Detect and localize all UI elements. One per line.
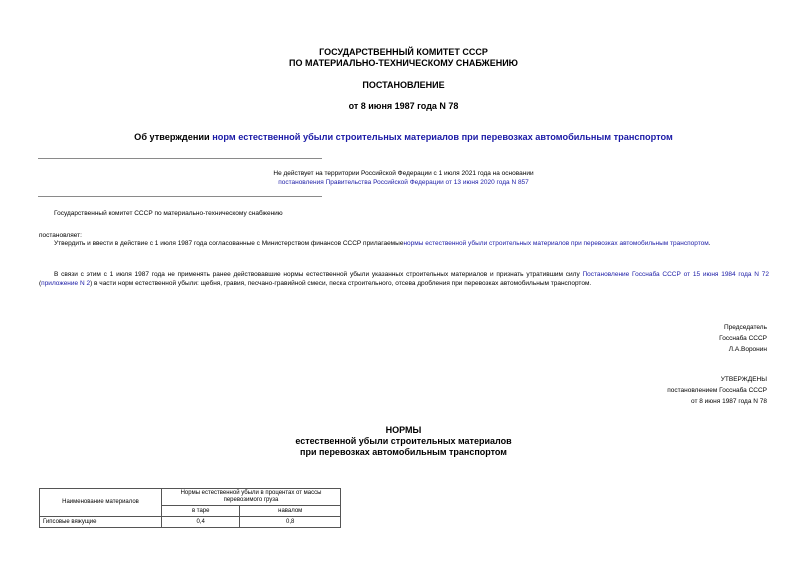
approved-by: постановлением Госснаба СССР <box>667 387 767 394</box>
committee-name-line1: ГОСУДАРСТВЕННЫЙ КОМИТЕТ СССР <box>319 47 488 57</box>
document-date-number: от 8 июня 1987 года N 78 <box>348 101 459 111</box>
divider-bottom <box>38 196 322 197</box>
signature-name: Л.А.Воронин <box>728 346 767 353</box>
table-cell-material: Гипсовые вяжущие <box>40 517 162 528</box>
title-prefix: Об утверждении <box>134 132 213 142</box>
norms-heading: НОРМЫ <box>385 425 422 435</box>
p4-text: В связи с этим с 1 июля 1987 года не применять ранее действовавшие нормы естественной убыли указанных строительных материалов и признать утратившим силу <box>54 271 583 278</box>
approved-date: от 8 июня 1987 года N 78 <box>690 398 767 405</box>
p4-paren-open: ( <box>39 280 42 287</box>
p3-norms-link[interactable]: нормы естественной убыли строительных материалов при перевозках автомобильным транспортом <box>403 240 709 247</box>
approved-label: УТВЕРЖДЕНЫ <box>720 376 767 383</box>
norms-subheading-1: естественной убыли строительных материалов <box>295 436 512 446</box>
table-subheader-bulk: навалом <box>240 506 341 517</box>
title-link[interactable]: норм естественной убыли строительных материалов при перевозках автомобильным транспортом <box>212 132 673 142</box>
document-type: ПОСТАНОВЛЕНИЕ <box>362 80 445 90</box>
divider-top <box>38 158 322 159</box>
table-cell-tare: 0,4 <box>162 517 240 528</box>
p3-end: . <box>708 240 711 247</box>
table-header-material: Наименование материалов <box>40 489 162 517</box>
body-paragraph-3 <box>39 239 769 248</box>
signature-role: Председатель <box>723 324 767 331</box>
signature-block <box>500 322 767 355</box>
table-row <box>40 517 341 528</box>
p4-appendix-link[interactable]: приложение N 2 <box>41 280 91 287</box>
status-notice <box>0 169 807 187</box>
norms-subheading-2: при перевозках автомобильным транспортом <box>300 447 507 457</box>
status-link[interactable]: постановления Правительства Российской Федерации от 13 июня 2020 года N 857 <box>278 179 529 186</box>
signature-org: Госснаба СССР <box>719 335 767 342</box>
body-paragraph-1: Государственный комитет СССР по материально-техническому снабжению <box>54 210 283 217</box>
committee-name-line2: ПО МАТЕРИАЛЬНО-ТЕХНИЧЕСКОМУ СНАБЖЕНИЮ <box>289 58 518 68</box>
table-cell-bulk: 0,8 <box>240 517 341 528</box>
p4-resolution-link[interactable]: Постановление Госснаба СССР от 15 июня 1984 года N 72 <box>582 271 769 278</box>
p4-rest: ) в части норм естественной убыли: щебня, гравия, песчано-гравийной смеси, песка строительного, отсева дробления при перевозках автомобильным транспортом. <box>90 280 592 287</box>
table-header-norms: Нормы естественной убыли в процентах от массы перевозимого груза <box>162 489 341 506</box>
table-subheader-tare: в таре <box>162 506 240 517</box>
document-title <box>0 132 807 143</box>
p3-text: Утвердить и ввести в действие с 1 июля 1987 года согласованные с Министерством финансов СССР прилагаемые <box>54 240 404 247</box>
norms-table <box>39 488 341 528</box>
body-paragraph-2: постановляет: <box>39 232 82 239</box>
status-text: Не действует на территории Российской Федерации с 1 июля 2021 года на основании <box>273 170 534 177</box>
approval-block <box>500 374 767 407</box>
body-paragraph-4 <box>39 270 769 288</box>
